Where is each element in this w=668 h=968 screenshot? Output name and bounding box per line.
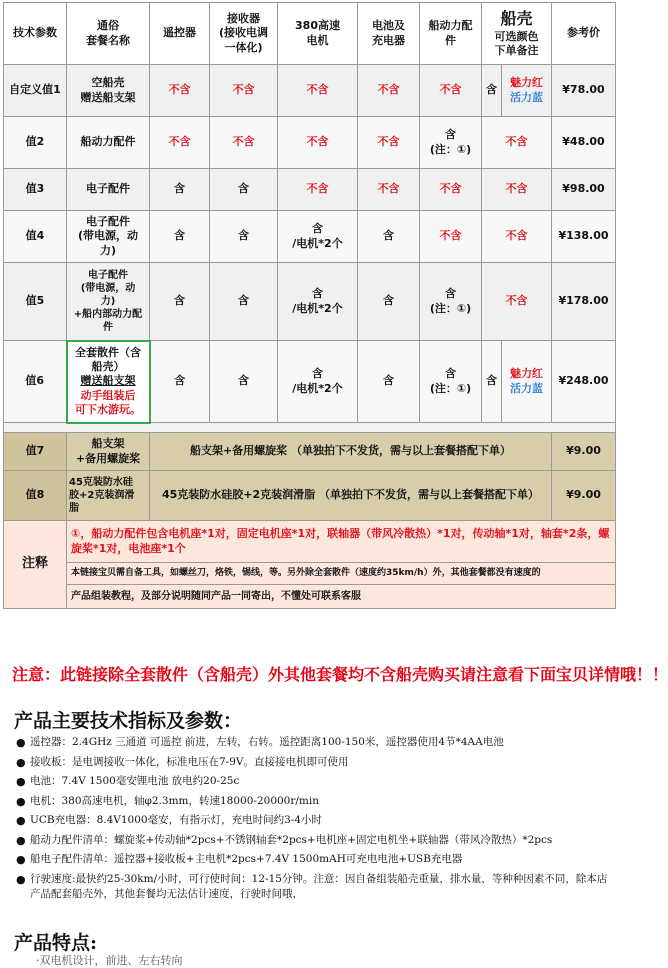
spec-text: 接收板：是电调接收一体化，标准电压在7-9V。直接接电机即可使用	[30, 755, 349, 768]
bullet-icon: ●	[16, 872, 26, 886]
cell-price: ¥48.00	[552, 117, 616, 169]
bullet-icon: ●	[16, 755, 26, 769]
cell-hull: 不含	[482, 211, 552, 263]
cell-remote: 含	[150, 341, 210, 423]
cell-motor: 含 /电机*2个	[278, 211, 358, 263]
full-kit-note: 动手组装后 可下水游玩。	[75, 388, 141, 416]
table-row	[4, 117, 616, 169]
specs-title: 产品主要技术指标及参数：	[14, 710, 243, 732]
row-param: 值8	[4, 471, 67, 521]
header-cell: 通俗 套餐名称	[67, 3, 150, 65]
spec-text: UCB充电器：8.4V1000毫安，有指示灯，充电时间约3-4小时	[30, 814, 323, 826]
features-partial-text: ·双电机设计，前进、左右转向	[36, 954, 183, 967]
cell-battery: 不含	[358, 117, 420, 169]
note-row	[4, 563, 616, 585]
header-cell: 技术参数	[4, 3, 67, 65]
row-name: 船动力配件	[67, 117, 150, 169]
cell-hull: 含	[482, 341, 502, 423]
spec-text: 船动力配件清单：螺旋桨+传动轴*2pcs+不锈钢轴套*2pcs+电机座+固定电机坐+联轴器（带风冷散热）*2pcs	[30, 833, 553, 846]
row-param: 值3	[4, 169, 67, 211]
note-tutorial: 产品组装教程，及部分说明随同产品一同寄出，不懂处可联系客服	[67, 585, 616, 609]
full-kit-gift: 赠送船支架	[80, 374, 136, 388]
header-cell-hull	[482, 3, 552, 65]
cell-power: 含 (注：①)	[420, 117, 482, 169]
row-name: 空船壳 赠送船支架	[67, 65, 150, 117]
row-param: 值6	[4, 341, 67, 423]
cell-battery: 不含	[358, 169, 420, 211]
cell-price: ¥9.00	[552, 471, 616, 521]
cell-colors	[502, 65, 552, 117]
bullet-icon: ●	[16, 736, 26, 749]
hull-header-main: 船壳	[500, 8, 533, 28]
cell-motor: 含 /电机*2个	[278, 341, 358, 423]
cell-power: 含 (注：①)	[420, 263, 482, 341]
spec-item	[14, 794, 614, 809]
row-name-full-kit	[67, 341, 150, 423]
bullet-icon: ●	[16, 853, 26, 866]
cell-receiver: 含	[210, 263, 278, 341]
spec-item	[14, 813, 614, 828]
row-param: 自定义值1	[4, 65, 67, 117]
cell-remote: 不含	[150, 65, 210, 117]
table-row	[4, 65, 616, 117]
features-title: 产品特点:	[14, 932, 98, 954]
row-name: 电子配件 (带电源，动 力)	[67, 211, 150, 263]
cell-receiver: 不含	[210, 65, 278, 117]
cell-colors	[502, 341, 552, 423]
row-name: 船支架 +备用螺旋桨	[67, 433, 150, 471]
cell-battery: 含	[358, 211, 420, 263]
spec-text: 电机：380高速电机，轴φ2.3mm，转速18000-20000r/min	[30, 794, 319, 807]
cell-power: 含 (注：①)	[420, 341, 482, 423]
warning-banner: 注意：此链接除全套散件（含船壳）外其他套餐均不含船壳购买请注意看下面宝贝详情哦！！	[12, 665, 668, 684]
cell-motor: 不含	[278, 169, 358, 211]
cell-receiver: 不含	[210, 117, 278, 169]
spec-text: 电池：7.4V 1500毫安锂电池 放电约20-25c	[30, 775, 240, 787]
note-row	[4, 585, 616, 609]
cell-price: ¥78.00	[552, 65, 616, 117]
cell-battery: 含	[358, 263, 420, 341]
hull-header-sub: 可选颜色 下单备注	[494, 29, 539, 57]
spec-text: 遥控器：2.4GHz 三通道 可遥控 前进，左转，右转。遥控距离100-150米，遥控器使用4节*4AA电池	[30, 736, 504, 748]
cell-power: 不含	[420, 65, 482, 117]
cell-hull: 不含	[482, 263, 552, 341]
extra-row	[4, 433, 616, 471]
spec-item	[14, 755, 614, 770]
spec-text: 行驶速度:最快约25-30km/小时，可行使时间：12-15分钟。注意：因自备组装船壳重量，排水量，等种种因素不同，除本店产品配套船壳外，其他套餐均无法估计速度，行驶时间哦，	[30, 872, 608, 900]
spec-text: 船电子配件清单：遥控器+接收板+主电机*2pcs+7.4V 1500mAH可充电电池+USB充电器	[30, 853, 463, 865]
full-kit-name: 全套散件（含 船壳）	[75, 345, 141, 374]
table-gap-row	[4, 423, 616, 433]
row-param: 值7	[4, 433, 67, 471]
cell-receiver: 含	[210, 211, 278, 263]
row-name: 45克装防水硅 胶+2克装润滑 脂	[67, 471, 150, 521]
color-option: 魅力红	[510, 367, 543, 381]
header-cell: 遥控器	[150, 3, 210, 65]
cell-motor: 含 /电机*2个	[278, 263, 358, 341]
header-cell: 参考价	[552, 3, 616, 65]
cell-remote: 含	[150, 211, 210, 263]
header-cell: 船动力配 件	[420, 3, 482, 65]
table-row	[4, 263, 616, 341]
row-name: 电子配件	[67, 169, 150, 211]
cell-hull: 不含	[482, 169, 552, 211]
spec-table	[3, 2, 616, 609]
cell-motor: 不含	[278, 65, 358, 117]
header-cell: 电池及 充电器	[358, 3, 420, 65]
cell-receiver: 含	[210, 169, 278, 211]
bullet-icon: ●	[16, 814, 26, 827]
cell-hull: 含	[482, 65, 502, 117]
color-option: 活力蓝	[510, 90, 543, 104]
note-power-parts: ①，船动力配件包含电机座*1对，固定电机座*1对，联轴器（带风冷散热）*1对，传动轴*1对，轴套*2条，螺旋桨*1对，电池座*1个	[67, 521, 616, 563]
table-row	[4, 169, 616, 211]
cell-hull: 不含	[482, 117, 552, 169]
cell-battery: 含	[358, 341, 420, 423]
row-name: 电子配件 (带电源，动 力) +船内部动力配件	[67, 263, 150, 341]
cell-motor: 不含	[278, 117, 358, 169]
spec-item	[14, 774, 614, 789]
cell-remote: 含	[150, 169, 210, 211]
cell-power: 不含	[420, 211, 482, 263]
table-header-row	[4, 3, 616, 65]
row-param: 值2	[4, 117, 67, 169]
cell-receiver: 含	[210, 341, 278, 423]
header-cell: 接收器 (接收电调 一体化)	[210, 3, 278, 65]
cell-price: ¥138.00	[552, 211, 616, 263]
note-row	[4, 521, 616, 563]
notes-label: 注释	[4, 521, 67, 609]
note-tools: 本链接宝贝需自备工具，如螺丝刀，烙铁，锡线，等。另外除全套散件（速度约35km/h）外，其他套餐都没有速度的	[67, 563, 616, 585]
bullet-icon: ●	[16, 794, 26, 808]
color-option: 活力蓝	[510, 381, 543, 395]
specs-list	[14, 735, 614, 906]
table-row	[4, 341, 616, 423]
row-param: 值5	[4, 263, 67, 341]
spec-item	[14, 852, 614, 867]
extra-row	[4, 471, 616, 521]
header-cell: 380高速 电机	[278, 3, 358, 65]
spec-item	[14, 833, 614, 848]
extra-desc: 船支架+备用螺旋桨 （单独拍下不发货，需与以上套餐搭配下单）	[150, 433, 552, 471]
spec-item	[14, 872, 614, 902]
spec-item	[14, 735, 614, 750]
gap-cell	[4, 423, 616, 433]
cell-price: ¥248.00	[552, 341, 616, 423]
cell-remote: 含	[150, 263, 210, 341]
cell-price: ¥98.00	[552, 169, 616, 211]
bullet-icon: ●	[16, 775, 26, 788]
extra-desc: 45克装防水硅胶+2克装润滑脂 （单独拍下不发货，需与以上套餐搭配下单）	[150, 471, 552, 521]
cell-power: 不含	[420, 169, 482, 211]
table-row	[4, 211, 616, 263]
cell-price: ¥9.00	[552, 433, 616, 471]
color-option: 魅力红	[510, 76, 543, 90]
cell-remote: 不含	[150, 117, 210, 169]
cell-battery: 不含	[358, 65, 420, 117]
row-param: 值4	[4, 211, 67, 263]
bullet-icon: ●	[16, 833, 26, 847]
cell-price: ¥178.00	[552, 263, 616, 341]
